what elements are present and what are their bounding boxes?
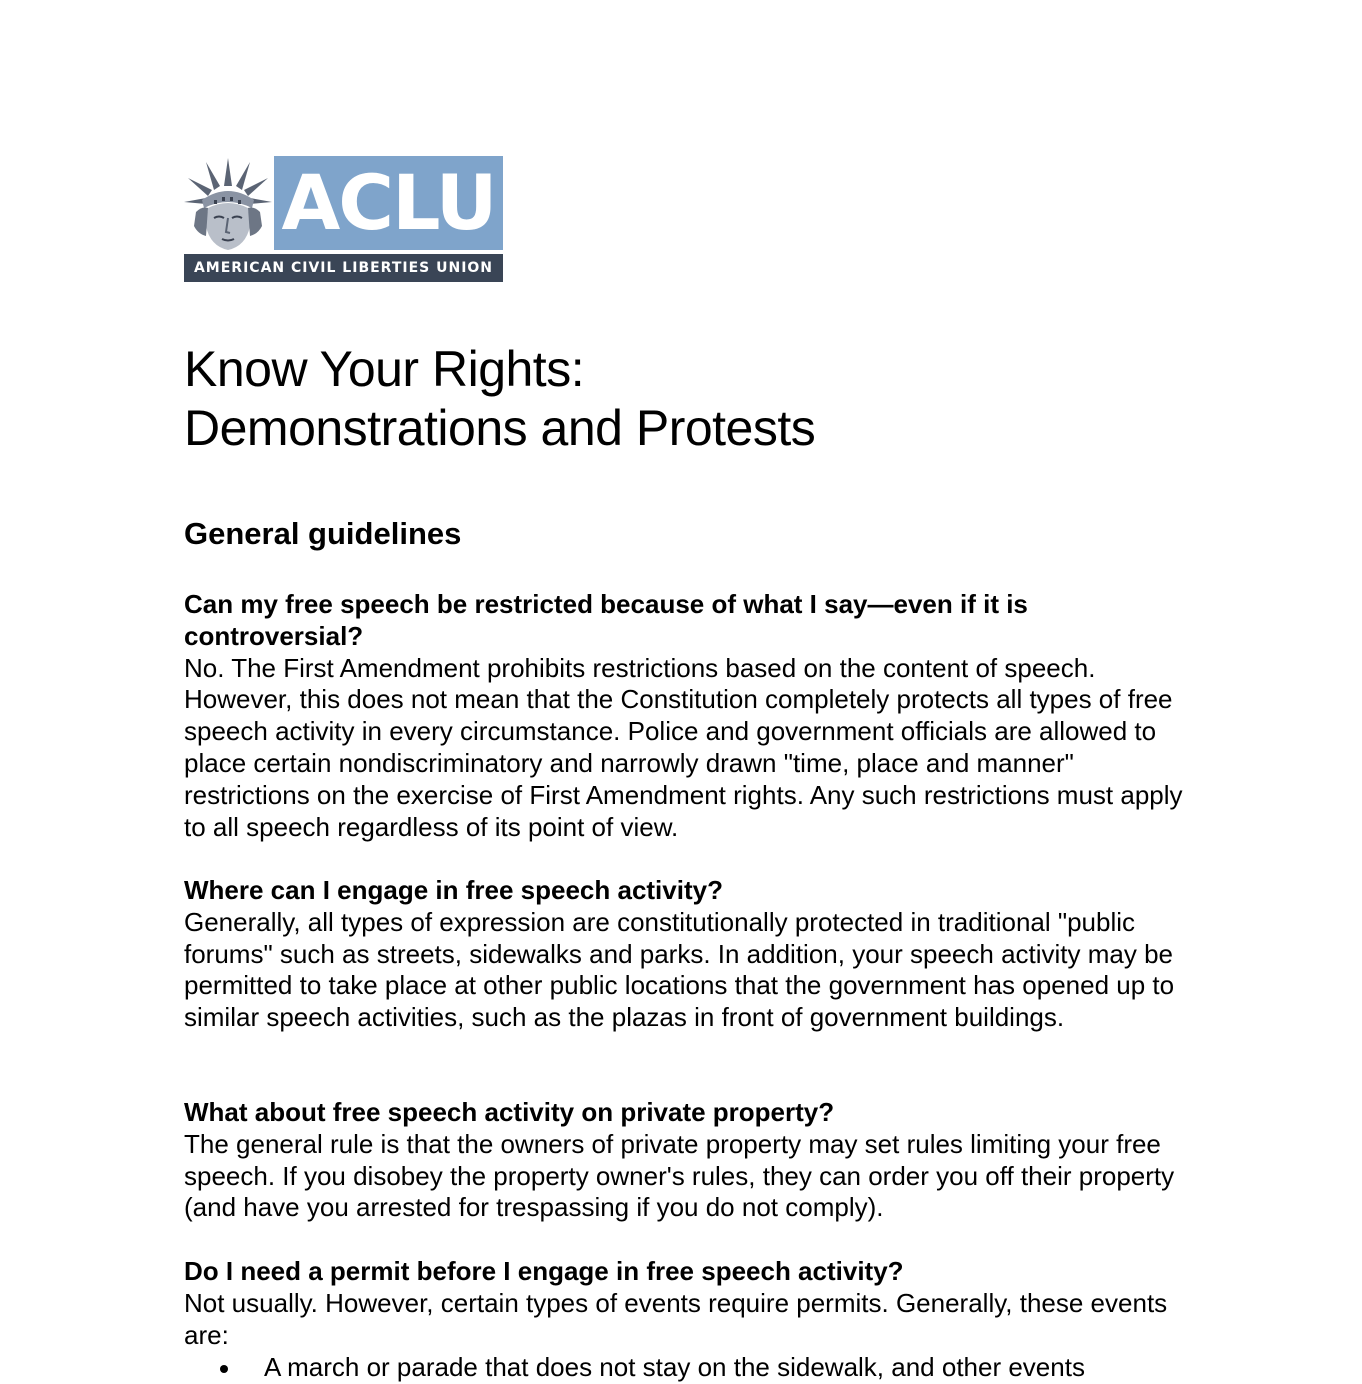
title-line-2: Demonstrations and Protests	[184, 400, 816, 456]
answer: The general rule is that the owners of private property may set rules limiting your free speech. If you disobey the property owner's rules, they can order you off their property (and have you arrested for trespassing if you do not comply).	[184, 1128, 1175, 1223]
question: Can my free speech be restricted because of what I say—even if it is controversial?	[184, 589, 1028, 651]
question: What about free speech activity on private property?	[184, 1097, 835, 1127]
section-heading: General guidelines	[184, 516, 462, 551]
question: Do I need a permit before I engage in free speech activity?	[184, 1256, 904, 1286]
document-title	[184, 340, 1184, 458]
title-line-1: Know Your Rights:	[184, 341, 585, 397]
answer: No. The First Amendment prohibits restrictions based on the content of speech. However, this does not mean that the Constitution completely protects all types of free speech activity in every circumstance. Police and government officials are allowed to place certain nondiscriminatory and narrowly drawn "time, place and manner" restrictions on the exercise of First Amendment rights. Any such restrictions must apply to all speech regardless of its point of view.	[184, 652, 1183, 842]
question: Where can I engage in free speech activity?	[184, 875, 723, 905]
qa-item	[184, 1256, 1184, 1351]
bullet-dot	[220, 1365, 228, 1373]
list-item	[220, 1352, 1085, 1384]
qa-item	[184, 1097, 1184, 1224]
list-item-text: A march or parade that does not stay on the sidewalk, and other events	[264, 1352, 1085, 1382]
statue-of-liberty-icon	[184, 156, 272, 250]
logo-tagline: AMERICAN CIVIL LIBERTIES UNION	[184, 254, 503, 282]
aclu-logo	[184, 156, 503, 282]
logo-wordmark: ACLU	[274, 156, 503, 250]
answer: Not usually. However, certain types of events require permits. Generally, these events are:	[184, 1287, 1168, 1350]
logo-top	[184, 156, 503, 250]
qa-item	[184, 589, 1184, 843]
qa-item	[184, 875, 1184, 1034]
answer: Generally, all types of expression are constitutionally protected in traditional "public forums" such as streets, sidewalks and parks. In addition, your speech activity may be permitted to take place at other public locations that the government has opened up to similar speech activities, such as the plazas in front of government buildings.	[184, 906, 1175, 1033]
